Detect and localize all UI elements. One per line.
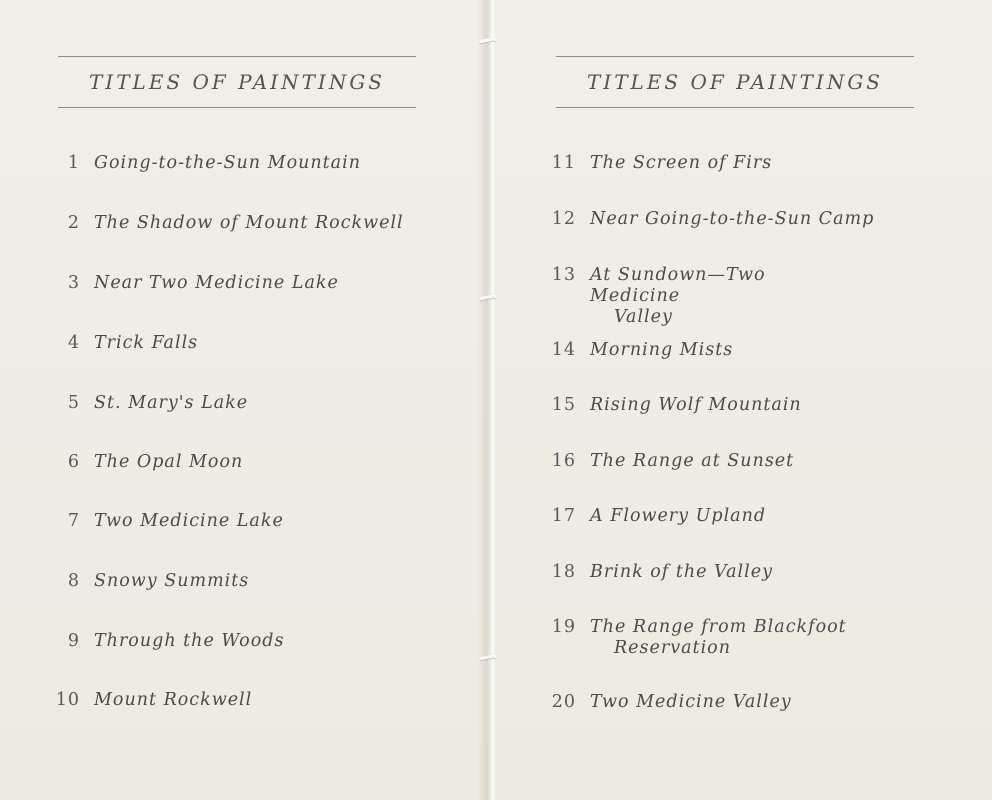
list-item [546, 209, 874, 230]
item-title: Going-to-the-Sun Mountain [94, 153, 361, 173]
list-item [50, 690, 252, 711]
item-number: 8 [67, 571, 80, 591]
item-number: 7 [67, 511, 80, 531]
list-item [50, 333, 198, 354]
item-number: 18 [551, 562, 576, 582]
item-title: Near Going-to-the-Sun Camp [590, 209, 875, 229]
item-title [590, 617, 862, 659]
list-item [546, 451, 794, 472]
item-number: 6 [67, 452, 80, 472]
list-item [546, 395, 802, 416]
item-title: Mount Rockwell [94, 690, 253, 710]
left-heading-text: TITLES OF PAINTINGS [88, 70, 386, 94]
item-number: 3 [67, 273, 80, 293]
item-number: 10 [55, 690, 80, 710]
item-number: 16 [551, 451, 576, 471]
item-number: 5 [67, 393, 80, 413]
item-number: 4 [67, 333, 80, 353]
list-item [546, 506, 766, 527]
item-title: Through the Woods [94, 631, 285, 651]
item-title-continuation: Valley [614, 307, 673, 327]
item-title: Snowy Summits [94, 571, 250, 591]
list-item [546, 692, 792, 713]
right-heading-text: TITLES OF PAINTINGS [586, 70, 884, 94]
item-title: Two Medicine Lake [94, 511, 284, 531]
right-painting-list [496, 0, 992, 800]
item-title: The Opal Moon [94, 452, 244, 472]
item-number: 15 [551, 395, 576, 415]
item-number: 20 [551, 692, 576, 712]
item-number: 2 [67, 213, 80, 233]
list-item [50, 511, 284, 532]
item-title-line: The Range from Blackfoot [590, 617, 847, 637]
item-title [590, 265, 862, 328]
list-item [50, 631, 284, 652]
item-number: 11 [551, 153, 576, 173]
list-item [50, 213, 404, 234]
list-item [546, 153, 772, 174]
list-item [50, 571, 249, 592]
item-title: Near Two Medicine Lake [94, 273, 339, 293]
item-number: 1 [67, 153, 80, 173]
list-item [546, 562, 773, 583]
item-title: Brink of the Valley [590, 562, 773, 582]
list-item [50, 273, 339, 294]
item-number: 19 [551, 617, 576, 637]
item-title: Two Medicine Valley [590, 692, 792, 712]
list-item [546, 617, 862, 659]
item-title: St. Mary's Lake [94, 393, 249, 413]
item-number: 12 [551, 209, 576, 229]
item-number: 13 [551, 265, 576, 285]
item-title-continuation: Reservation [614, 638, 731, 658]
list-item [50, 393, 248, 414]
item-title: The Screen of Firs [590, 153, 773, 173]
list-item [546, 265, 862, 328]
item-title: A Flowery Upland [590, 506, 767, 526]
item-title-line: At Sundown—Two Medicine [590, 265, 766, 306]
item-title: The Shadow of Mount Rockwell [94, 213, 404, 233]
left-page [0, 0, 488, 800]
left-painting-list [0, 0, 488, 800]
item-title: Rising Wolf Mountain [590, 395, 802, 415]
item-title: Trick Falls [94, 333, 199, 353]
item-number: 14 [551, 340, 576, 360]
list-item [50, 452, 243, 473]
right-page [496, 0, 992, 800]
list-item [546, 340, 733, 361]
item-title: The Range at Sunset [590, 451, 795, 471]
item-title: Morning Mists [590, 340, 734, 360]
item-number: 17 [551, 506, 576, 526]
list-item [50, 153, 361, 174]
item-number: 9 [67, 631, 80, 651]
